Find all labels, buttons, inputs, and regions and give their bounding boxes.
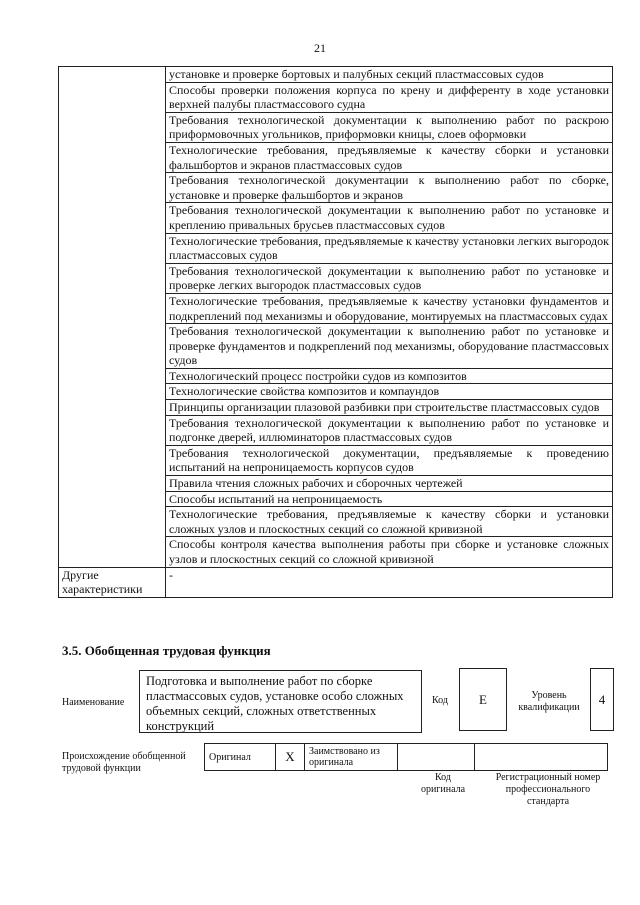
table-cell: Способы контроля качества выполнения работы при сборке и установке сложных узлов и плоскостных секций со сложной кривизной [166, 537, 613, 567]
code-label: Код [432, 695, 448, 706]
table-row [59, 67, 613, 83]
reg-number-cell [475, 744, 608, 771]
table-cell: Технологические требования, предъявляемые к качеству установки легких выгородок пластмассовых судов [166, 233, 613, 263]
name-value-box [139, 670, 422, 733]
table-cell: Требования технологической документации, предъявляемые к проведению испытаний на непроницаемость корпусов судов [166, 445, 613, 475]
table-row [59, 567, 613, 597]
table-cell: Требования технологической документации к выполнению работ по установке и проверке легких выгородок пластмассовых судов [166, 263, 613, 293]
code-value: E [459, 668, 507, 731]
table-cell: Технологические требования, предъявляемые к качеству сборки и установки сложных узлов и плоскостных секций со сложной кривизной [166, 507, 613, 537]
name-value: Подготовка и выполнение работ по сборке пластмассовых судов, установке особо сложных объемных секций, сложных ответственных конструкций [146, 674, 404, 733]
table-cell: Принципы организации плазовой разбивки при строительстве пластмассовых судов [166, 400, 613, 416]
level-value: 4 [590, 668, 614, 731]
level-label: Уровень квалификации [518, 690, 580, 713]
table-cell: Способы испытаний на непроницаемость [166, 491, 613, 507]
table-cell: Требования технологической документации к выполнению работ по установке и проверке фундаментов и подкреплений под механизмы, оборудование пластмассовых судов [166, 324, 613, 369]
original-mark: X [276, 744, 305, 771]
section-heading: 3.5. Обобщенная трудовая функция [62, 643, 271, 658]
table-cell: установке и проверке бортовых и палубных секций пластмассовых судов [166, 67, 613, 83]
origin-label: Происхождение обобщенной трудовой функции [62, 751, 186, 774]
table-cell: Технологические требования, предъявляемые к качеству установки фундаментов и подкреплений под механизмы и оборудование, монтируемых на пластмассовых судах [166, 293, 613, 323]
origin-table [204, 743, 608, 771]
table-cell: Технологический процесс постройки судов из композитов [166, 368, 613, 384]
knowledge-table [58, 66, 613, 598]
reg-number-caption: Регистрационный номер профессионального стандарта [495, 772, 601, 807]
other-characteristics-value: - [166, 567, 613, 597]
code-original-caption: Код оригинала [420, 772, 466, 795]
table-cell: Требования технологической документации к выполнению работ по сборке, установке и проверке фальшбортов и экранов [166, 173, 613, 203]
code-original-cell [398, 744, 475, 771]
original-label: Оригинал [205, 744, 276, 771]
table-cell: Требования технологической документации к выполнению работ по раскрою приформовочных угольников, приформовки кницы, слоев оформовки [166, 112, 613, 142]
table-cell: Требования технологической документации к выполнению работ по установке и подгонке дверей, иллюминаторов пластмассовых судов [166, 415, 613, 445]
table-cell: Способы проверки положения корпуса по крену и дифференту в ходе установки верхней палубы пластмассового судна [166, 82, 613, 112]
name-label: Наименование [62, 697, 125, 708]
table-cell: Правила чтения сложных рабочих и сборочных чертежей [166, 476, 613, 492]
table-cell: Требования технологической документации к выполнению работ по установке и креплению привальных брусьев пластмассовых судов [166, 203, 613, 233]
table-cell: Технологические требования, предъявляемые к качеству сборки и установки фальшбортов и экранов пластмассовых судов [166, 142, 613, 172]
other-characteristics-label: Другие характеристики [59, 567, 166, 597]
table-row [205, 744, 608, 771]
table-cell: Технологические свойства композитов и компаундов [166, 384, 613, 400]
left-empty-cell [59, 67, 166, 568]
page-number: 21 [314, 41, 326, 55]
borrowed-label: Заимствовано из оригинала [305, 744, 398, 771]
